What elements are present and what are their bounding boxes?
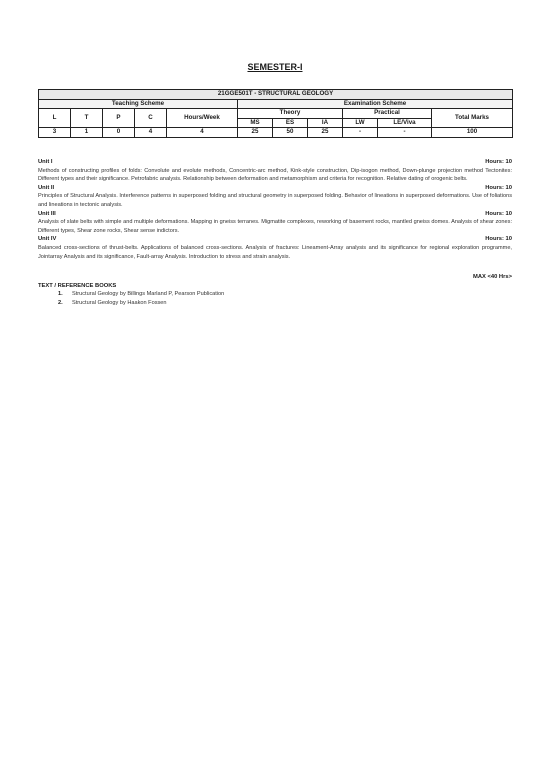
value-lw: - — [343, 128, 378, 138]
unit-header — [38, 210, 512, 219]
header-t: T — [71, 109, 103, 128]
book-title: Structural Geology by Haakon Fossen — [72, 299, 167, 306]
unit-block — [38, 235, 512, 261]
header-hours-week: Hours/Week — [167, 109, 238, 128]
semester-title: SEMESTER-I — [247, 62, 303, 72]
unit-hours: Hours: 10 — [485, 210, 512, 217]
unit-hours: Hours: 10 — [485, 159, 512, 165]
unit-hours: Hours: 10 — [485, 184, 512, 191]
book-number: 2. — [58, 299, 63, 306]
value-ms: 25 — [238, 128, 273, 138]
value-le-viva: - — [378, 128, 432, 138]
header-ms: MS — [238, 118, 273, 128]
header-practical: Practical — [343, 109, 432, 119]
value-es: 50 — [273, 128, 308, 138]
header-theory: Theory — [238, 109, 343, 119]
unit-block — [38, 158, 512, 184]
syllabus-content — [38, 158, 512, 308]
teaching-scheme-header: Teaching Scheme — [39, 99, 238, 109]
value-c: 4 — [135, 128, 167, 138]
books-heading: TEXT / REFERENCE BOOKS — [38, 282, 117, 289]
unit-description: Principles of Structural Analysis. Interference patterns in superposed folding and structural geometry in superposed folding. Behavior of lineations in superposed deformations. Use of foliations and lineations in tectonic analysis. — [38, 193, 512, 208]
unit-description: Methods of constructing profiles of folds: Convolute and evolute methods, Concentric-arc method, Kink-style construction, Dip-isogon method, Down-plunge projection method Tectonites: Different types and their significance. Petrofabric analysis. Relationship between deformation and metamorphism and criteria for recognition. Relative dating of orogenic belts. — [38, 167, 512, 183]
unit-header — [38, 184, 512, 193]
value-t: 1 — [71, 128, 103, 138]
header-total-marks: Total Marks — [432, 109, 513, 128]
examination-scheme-header: Examination Scheme — [238, 99, 513, 109]
book-list-item — [38, 299, 512, 308]
value-l: 3 — [39, 128, 71, 138]
unit-hours: Hours: 10 — [485, 236, 512, 243]
header-ia: IA — [308, 118, 343, 128]
course-scheme-table — [38, 89, 513, 138]
header-le-viva: LE/Viva — [378, 118, 432, 128]
unit-block — [38, 210, 512, 236]
book-number: 1. — [58, 291, 63, 298]
unit-description: Analysis of slate belts with simple and multiple deformations. Mapping in gneiss terranes. Migmatite complexes, reworking of basement rocks, mantled gneiss domes. Analysis of shear zones: Different types, Shear zone rocks, Shear sense indictors. — [38, 219, 512, 234]
max-hours: MAX <40 Hrs> — [473, 274, 512, 281]
unit-description: Balanced cross-sections of thrust-belts. Applications of balanced cross-sections. Analysis of fractures: Lineament-Array analysis and its significance for regional exploration programme, Jointarray Analysis and its significance, Fault-array Analysis. Introduction to stress and strain analysis. — [38, 244, 512, 260]
course-code-title: 21GGE501T - STRUCTURAL GEOLOGY — [39, 90, 513, 100]
unit-block — [38, 184, 512, 210]
unit-title: Unit IV — [38, 236, 57, 243]
header-es: ES — [273, 118, 308, 128]
book-title: Structural Geology by Billings Marland P, Pearson Publication — [72, 291, 225, 298]
value-total-marks: 100 — [432, 128, 513, 138]
value-ia: 25 — [308, 128, 343, 138]
header-lw: LW — [343, 118, 378, 128]
header-c: C — [135, 109, 167, 128]
unit-header — [38, 158, 512, 167]
book-list-item — [38, 290, 512, 299]
unit-title: Unit I — [38, 159, 53, 165]
unit-title: Unit II — [38, 184, 55, 191]
header-p: P — [103, 109, 135, 128]
header-l: L — [39, 109, 71, 128]
unit-header — [38, 235, 512, 244]
unit-title: Unit III — [38, 210, 56, 217]
value-p: 0 — [103, 128, 135, 138]
value-hours-week: 4 — [167, 128, 238, 138]
